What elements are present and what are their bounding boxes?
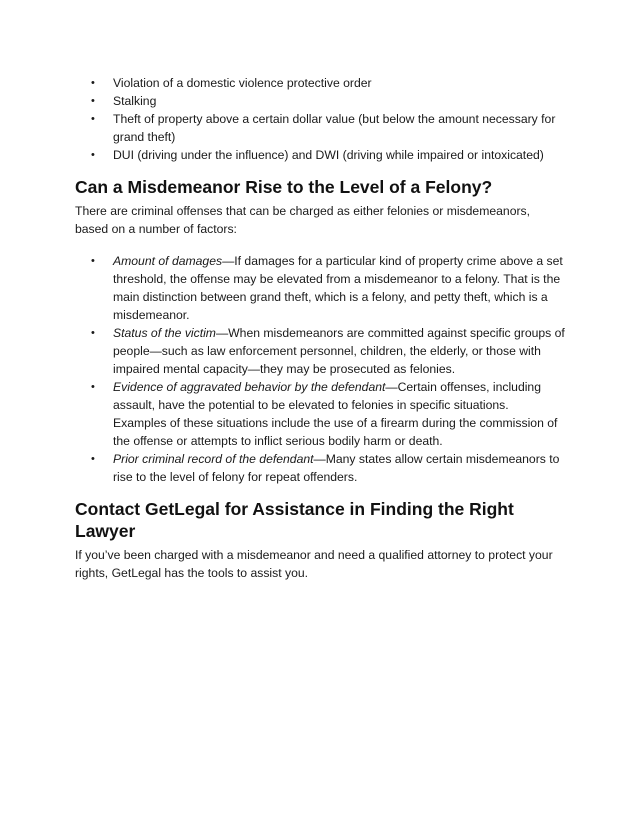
factor-text: —If damages for a particular kind of property crime above a set threshold, the offense may be elevated from a misdemeanor to a felony. That is the main distinction between grand theft, which is a felony, and petty theft, which is a misdemeanor. — [113, 254, 563, 322]
bullet-icon: • — [91, 381, 95, 393]
section-heading-contact: Contact GetLegal for Assistance in Finding the Right Lawyer — [75, 499, 514, 541]
factor-term: Amount of damages — [113, 254, 223, 268]
list-item-text: Stalking — [113, 94, 157, 108]
factor-text: —Many states allow certain misdemeanors to rise to the level of felony for repeat offenders. — [113, 452, 560, 484]
bullet-icon: • — [91, 327, 95, 339]
factor-term: Prior criminal record of the defendant — [113, 452, 314, 466]
factor-item — [75, 324, 565, 378]
factor-term: Status of the victim — [113, 326, 216, 340]
bullet-icon: • — [91, 113, 95, 125]
factor-item — [75, 378, 565, 450]
factor-term: Evidence of aggravated behavior by the defendant — [113, 380, 386, 394]
list-item-text: Theft of property above a certain dollar value (but below the amount necessary for grand theft) — [113, 112, 556, 144]
list-item — [75, 146, 565, 164]
list-item-text: Violation of a domestic violence protective order — [113, 76, 372, 90]
factor-item — [75, 252, 565, 324]
bullet-icon: • — [91, 453, 95, 465]
factor-item — [75, 450, 565, 486]
list-item — [75, 74, 565, 92]
list-item — [75, 110, 565, 146]
bullet-icon: • — [91, 77, 95, 89]
document-content — [75, 74, 565, 582]
bullet-icon: • — [91, 95, 95, 107]
factor-text: —When misdemeanors are committed against specific groups of people—such as law enforcement personnel, children, the elderly, or those with impaired mental capacity—they may be prosecuted as felonies. — [113, 326, 565, 376]
section-intro: There are criminal offenses that can be charged as either felonies or misdemeanors, based on a number of factors: — [75, 204, 531, 236]
bullet-icon: • — [91, 255, 95, 267]
offense-list — [75, 74, 565, 164]
list-item-text: DUI (driving under the influence) and DWI (driving while impaired or intoxicated) — [113, 148, 544, 162]
bullet-icon: • — [91, 149, 95, 161]
section-body: If you’ve been charged with a misdemeanor and need a qualified attorney to protect your rights, GetLegal has the tools to assist you. — [75, 548, 553, 580]
list-item — [75, 92, 565, 110]
factor-text: —Certain offenses, including assault, have the potential to be elevated to felonies in specific situations. Examples of these situations include the use of a firearm during the commission of the offense or attempts to inflict serious bodily harm or death. — [113, 380, 558, 448]
section-heading-felony: Can a Misdemeanor Rise to the Level of a Felony? — [75, 177, 493, 197]
factor-list — [75, 252, 565, 486]
